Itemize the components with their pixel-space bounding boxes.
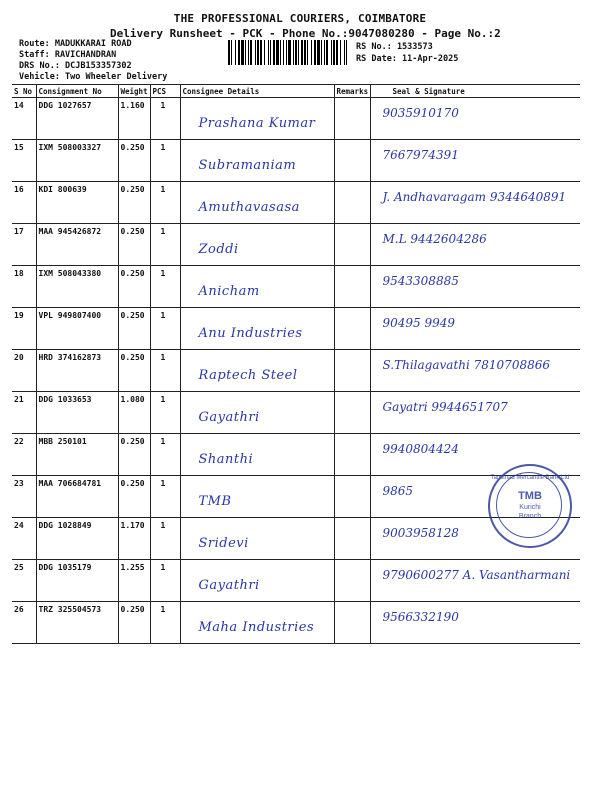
table-row <box>12 560 580 602</box>
weight-cell: 0.250 <box>118 266 150 308</box>
barcode-bar <box>250 40 252 65</box>
barcode-bar <box>273 40 275 65</box>
weight-cell: 0.250 <box>118 308 150 350</box>
consignee-handwriting: Gayathri <box>198 578 260 593</box>
signature-handwriting: 9035910170 <box>382 106 459 120</box>
table-row <box>12 98 580 140</box>
barcode-bar <box>257 40 259 65</box>
remarks-cell <box>334 476 370 518</box>
consignee-cell <box>180 266 334 308</box>
col-consignee: Consignee Details <box>180 85 334 98</box>
table-row <box>12 224 580 266</box>
barcode-image <box>228 40 348 65</box>
weight-cell: 0.250 <box>118 182 150 224</box>
consignee-cell <box>180 392 334 434</box>
signature-handwriting: S.Thilagavathi 7810708866 <box>382 358 550 372</box>
seal-arc-text: Tamilnad Mercantile Bank Ltd <box>490 475 570 481</box>
consignee-handwriting: Maha Industries <box>198 620 315 635</box>
runsheet-subtitle: Delivery Runsheet - PCK - Phone No.:9047080280 - Page No.:2 <box>110 27 501 40</box>
barcode-bar <box>255 40 256 65</box>
consignee-handwriting: Zoddi <box>198 242 239 257</box>
barcode-bar <box>280 40 281 65</box>
table-row <box>12 182 580 224</box>
pcs-cell: 1 <box>150 392 180 434</box>
table-row <box>12 266 580 308</box>
remarks-cell <box>334 266 370 308</box>
consignee-handwriting: Shanthi <box>198 452 254 467</box>
table-row <box>12 350 580 392</box>
sno-cell: 17 <box>12 224 36 266</box>
consignee-handwriting: Prashana Kumar <box>198 116 316 131</box>
sno-cell: 22 <box>12 434 36 476</box>
remarks-cell <box>334 224 370 266</box>
consignee-cell <box>180 518 334 560</box>
consignment-cell: MAA 706684781 <box>36 476 118 518</box>
consignee-cell <box>180 98 334 140</box>
consignment-cell: DDG 1027657 <box>36 98 118 140</box>
sno-cell: 16 <box>12 182 36 224</box>
remarks-cell <box>334 392 370 434</box>
barcode-bar <box>331 40 332 65</box>
col-remarks: Remarks <box>334 85 370 98</box>
consignee-cell <box>180 434 334 476</box>
consignee-handwriting: Subramaniam <box>198 158 297 173</box>
sno-cell: 25 <box>12 560 36 602</box>
route-label: Route: MADUKKARAI ROAD <box>19 39 132 49</box>
remarks-cell <box>334 350 370 392</box>
signature-handwriting: 9566332190 <box>382 610 459 624</box>
pcs-cell: 1 <box>150 560 180 602</box>
signature-handwriting: 9003958128 <box>382 526 459 540</box>
barcode-bar <box>311 40 312 65</box>
barcode-bar <box>324 40 325 65</box>
barcode-bar <box>268 40 269 65</box>
table-row <box>12 308 580 350</box>
barcode-bar <box>270 40 271 65</box>
signature-handwriting: Gayatri 9944651707 <box>382 400 508 414</box>
pcs-cell: 1 <box>150 182 180 224</box>
rs-date: RS Date: 11-Apr-2025 <box>356 54 459 64</box>
barcode-bar <box>238 40 240 65</box>
bank-seal <box>488 464 572 548</box>
barcode-bar <box>286 40 287 65</box>
consignee-cell <box>180 560 334 602</box>
barcode-bar <box>248 40 249 65</box>
sno-cell: 24 <box>12 518 36 560</box>
consignee-cell <box>180 476 334 518</box>
pcs-cell: 1 <box>150 602 180 644</box>
weight-cell: 0.250 <box>118 350 150 392</box>
sno-cell: 26 <box>12 602 36 644</box>
sno-cell: 21 <box>12 392 36 434</box>
col-weight: Weight <box>118 85 150 98</box>
remarks-cell <box>334 434 370 476</box>
pcs-cell: 1 <box>150 98 180 140</box>
consignment-cell: HRD 374162873 <box>36 350 118 392</box>
consignment-cell: DDG 1033653 <box>36 392 118 434</box>
consignee-handwriting: Sridevi <box>198 536 249 551</box>
consignment-cell: VPL 949807400 <box>36 308 118 350</box>
consignment-cell: IXM 508043380 <box>36 266 118 308</box>
pcs-cell: 1 <box>150 266 180 308</box>
signature-handwriting: 9543308885 <box>382 274 459 288</box>
barcode-bar <box>340 40 341 65</box>
pcs-cell: 1 <box>150 140 180 182</box>
staff-label: Staff: RAVICHANDRAN <box>19 50 117 60</box>
signature-handwriting: 7667974391 <box>382 148 459 162</box>
barcode-bar <box>321 40 322 65</box>
signature-handwriting: 9790600277 A. Vasantharmani <box>382 568 571 582</box>
barcode-bar <box>298 40 299 65</box>
weight-cell: 0.250 <box>118 602 150 644</box>
consignee-handwriting: Amuthavasasa <box>198 200 300 215</box>
barcode-bar <box>346 40 347 65</box>
col-consignment: Consignment No <box>36 85 118 98</box>
barcode-bar <box>301 40 303 65</box>
remarks-cell <box>334 560 370 602</box>
signature-cell <box>370 98 580 140</box>
sno-cell: 20 <box>12 350 36 392</box>
remarks-cell <box>334 518 370 560</box>
pcs-cell: 1 <box>150 350 180 392</box>
signature-handwriting: M.L 9442604286 <box>382 232 487 246</box>
barcode-bar <box>336 40 338 65</box>
signature-cell <box>370 140 580 182</box>
seal-line1: Kurichi <box>519 504 541 511</box>
signature-handwriting: 90495 9949 <box>382 316 456 330</box>
drs-label: DRS No.: DCJB153357302 <box>19 61 132 71</box>
table-row <box>12 602 580 644</box>
barcode-bar <box>245 40 246 65</box>
weight-cell: 0.250 <box>118 224 150 266</box>
consignment-cell: DDG 1035179 <box>36 560 118 602</box>
pcs-cell: 1 <box>150 308 180 350</box>
rs-info <box>356 41 458 65</box>
table-row <box>12 392 580 434</box>
col-signature: Seal & Signature <box>370 85 580 98</box>
consignment-cell: IXM 508003327 <box>36 140 118 182</box>
weight-cell: 0.250 <box>118 140 150 182</box>
pcs-cell: 1 <box>150 518 180 560</box>
barcode-bar <box>317 40 320 65</box>
barcode-bar <box>260 40 262 65</box>
signature-handwriting: 9865 <box>382 484 414 498</box>
consignee-handwriting: Anu Industries <box>198 326 303 341</box>
consignee-handwriting: Anicham <box>198 284 260 299</box>
barcode-bar <box>304 40 306 65</box>
consignee-cell <box>180 182 334 224</box>
signature-cell <box>370 266 580 308</box>
col-sno: S No <box>12 85 36 98</box>
barcode-bar <box>293 40 294 65</box>
pcs-cell: 1 <box>150 476 180 518</box>
remarks-cell <box>334 308 370 350</box>
consignee-cell <box>180 224 334 266</box>
runsheet-table <box>12 84 580 644</box>
table-row <box>12 434 580 476</box>
col-pcs: PCS <box>150 85 180 98</box>
signature-cell <box>370 182 580 224</box>
vehicle-label: Vehicle: Two Wheeler Delivery <box>19 72 168 82</box>
consignment-cell: TRZ 325504573 <box>36 602 118 644</box>
remarks-cell <box>334 98 370 140</box>
consignment-cell: KDI 800639 <box>36 182 118 224</box>
table-body <box>12 98 580 644</box>
barcode-bar <box>307 40 308 65</box>
barcode-bar <box>276 40 279 65</box>
runsheet-meta <box>19 39 167 83</box>
remarks-cell <box>334 602 370 644</box>
table-row <box>12 140 580 182</box>
barcode-bar <box>344 40 345 65</box>
seal-line2: Branch <box>518 513 542 520</box>
barcode-bar <box>241 40 244 65</box>
pcs-cell: 1 <box>150 434 180 476</box>
consignee-handwriting: Raptech Steel <box>198 368 298 383</box>
barcode-bar <box>283 40 284 65</box>
consignee-cell <box>180 350 334 392</box>
sno-cell: 18 <box>12 266 36 308</box>
sno-cell: 19 <box>12 308 36 350</box>
signature-handwriting: 9940804424 <box>382 442 459 456</box>
weight-cell: 1.160 <box>118 98 150 140</box>
signature-handwriting: J. Andhavaragam 9344640891 <box>382 190 567 204</box>
consignment-cell: MBB 250101 <box>36 434 118 476</box>
remarks-cell <box>334 182 370 224</box>
company-title: THE PROFESSIONAL COURIERS, COIMBATORE <box>173 12 427 25</box>
barcode-bar <box>314 40 316 65</box>
barcode-bar <box>333 40 335 65</box>
signature-cell <box>370 392 580 434</box>
consignee-handwriting: TMB <box>198 494 232 509</box>
consignee-cell <box>180 140 334 182</box>
barcode-bar <box>264 40 265 65</box>
weight-cell: 1.080 <box>118 392 150 434</box>
weight-cell: 0.250 <box>118 476 150 518</box>
weight-cell: 1.255 <box>118 560 150 602</box>
table-header-row <box>12 85 580 98</box>
barcode-bar <box>231 40 232 65</box>
sno-cell: 23 <box>12 476 36 518</box>
rs-number: RS No.: 1533573 <box>356 42 433 52</box>
consignee-cell <box>180 308 334 350</box>
consignment-cell: DDG 1028849 <box>36 518 118 560</box>
signature-cell <box>370 224 580 266</box>
sno-cell: 14 <box>12 98 36 140</box>
barcode-bar <box>228 40 230 65</box>
weight-cell: 0.250 <box>118 434 150 476</box>
barcode-bar <box>326 40 328 65</box>
consignee-cell <box>180 602 334 644</box>
signature-cell <box>370 602 580 644</box>
consignment-cell: MAA 945426872 <box>36 224 118 266</box>
signature-cell <box>370 560 580 602</box>
barcode-bar <box>295 40 297 65</box>
remarks-cell <box>334 140 370 182</box>
weight-cell: 1.170 <box>118 518 150 560</box>
signature-cell <box>370 308 580 350</box>
seal-logo: TMB <box>518 490 542 502</box>
signature-cell <box>370 350 580 392</box>
pcs-cell: 1 <box>150 224 180 266</box>
sno-cell: 15 <box>12 140 36 182</box>
barcode-bar <box>235 40 236 65</box>
consignee-handwriting: Gayathri <box>198 410 260 425</box>
barcode-bar <box>288 40 291 65</box>
